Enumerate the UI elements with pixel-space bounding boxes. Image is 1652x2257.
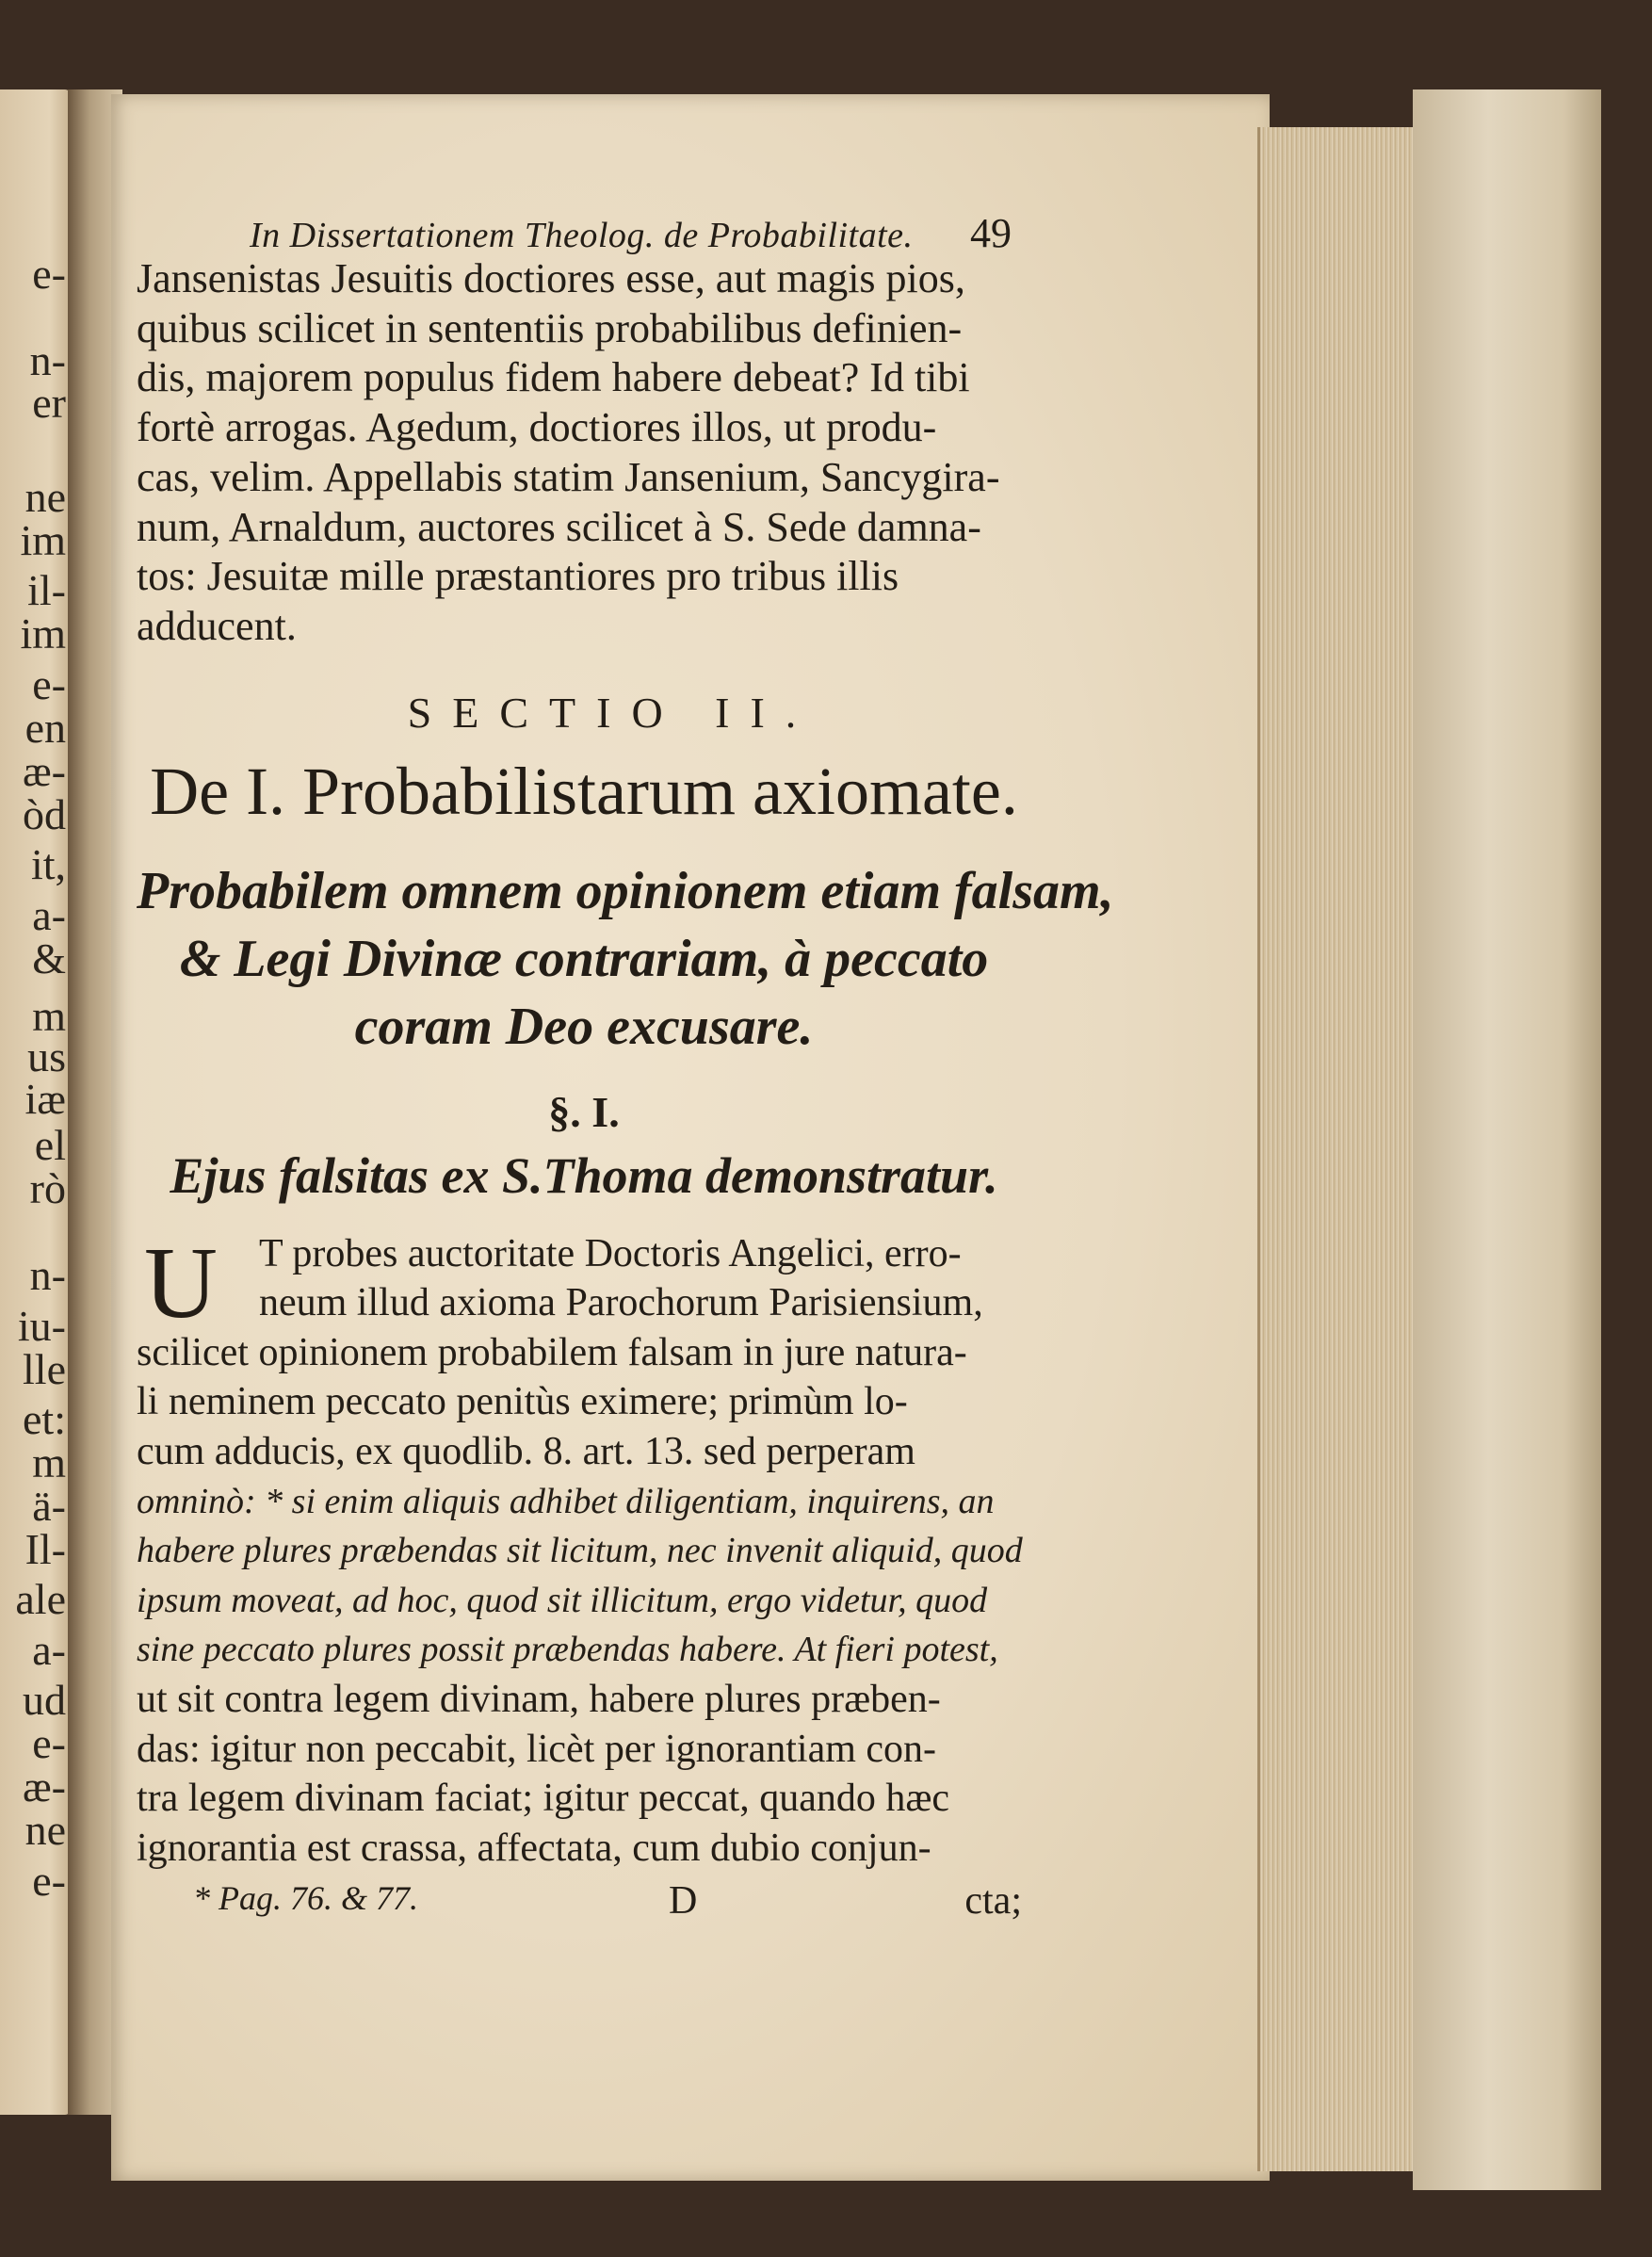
facing-page-fragment: it,	[30, 840, 66, 889]
text-line: num, Arnaldum, auctores scilicet à S. Sede damna-	[137, 503, 981, 550]
facing-page-fragment: en	[24, 703, 66, 752]
text-line: tos: Jesuitæ mille præstantiores pro tribus illis	[137, 553, 899, 600]
text-line: ut sit contra legem divinam, habere plures præben-	[137, 1677, 941, 1721]
facing-page-fragment: ä-	[32, 1481, 66, 1530]
text-line: das: igitur non peccabit, licèt per ignorantiam con-	[137, 1727, 937, 1771]
signature-mark: D	[669, 1879, 698, 1924]
text-line: adducent.	[137, 602, 297, 649]
facing-page-fragment: æ-	[23, 1762, 66, 1811]
text-line: ignorantia est crassa, affectata, cum dubio conjun-	[137, 1826, 931, 1870]
facing-page-fragment: æ-	[23, 746, 66, 795]
text-line: cum adducis, ex quodlib. 8. art. 13. sed perperam	[137, 1430, 915, 1473]
page-content	[137, 188, 1114, 1925]
section-title: De I. Probabilistarum axiomate.	[150, 753, 1018, 829]
facing-page-fragment: e-	[32, 1719, 66, 1768]
facing-page-fragment: rò	[29, 1164, 66, 1213]
page-footer	[137, 1878, 1031, 1925]
text-line: quibus scilicet in sententiis probabilibus definien-	[137, 304, 963, 351]
text-line: neum illud axioma Parochorum Parisiensium,	[259, 1281, 983, 1325]
section-label: SECTIO II.	[407, 688, 818, 737]
text-line: scilicet opinionem probabilem falsam in jure natura-	[137, 1330, 967, 1374]
facing-page-fragment: im	[20, 515, 66, 564]
footnote: * Pag. 76. & 77.	[193, 1879, 418, 1918]
paragraph-mark: §. I.	[548, 1087, 620, 1136]
facing-page-fragment: el	[34, 1121, 66, 1170]
catchword: cta;	[964, 1879, 1022, 1924]
facing-page-fragment: m	[32, 991, 66, 1040]
facing-page-fragment: iu-	[17, 1301, 66, 1350]
facing-page-fragment: ale	[15, 1575, 66, 1624]
text-line: omninò: * si enim aliquis adhibet diligentiam, inquirens, an	[137, 1481, 995, 1521]
text-line: li neminem peccato penitùs eximere; primùm lo-	[137, 1380, 908, 1424]
running-title: In Dissertationem Theolog. de Probabilitate.	[250, 216, 914, 255]
opening-paragraph	[137, 254, 1031, 652]
page-number: 49	[970, 210, 1012, 256]
facing-page-fragment: lle	[23, 1344, 66, 1393]
thesis-line: coram Deo excusare.	[354, 997, 814, 1056]
facing-page-fragment: a-	[32, 1625, 66, 1674]
facing-page-fragment: n-	[29, 335, 66, 384]
facing-page-fragment: Il-	[24, 1524, 66, 1573]
facing-page-fragment: ud	[23, 1676, 66, 1725]
text-line: T probes auctoritate Doctoris Angelici, erro-	[259, 1231, 962, 1275]
text-line: dis, majorem populus fidem habere debeat? Id tibi	[137, 354, 970, 401]
paragraph-heading: Ejus falsitas ex S.Thoma demonstratur.	[170, 1146, 998, 1204]
facing-page-fragment: et:	[23, 1395, 66, 1444]
book-cover	[1413, 89, 1601, 2190]
text-line: fortè arrogas. Agedum, doctiores illos, ut produ-	[137, 404, 937, 451]
facing-page-fragment: m	[32, 1438, 66, 1486]
text-line: ipsum moveat, ad hoc, quod sit illicitum, ergo videtur, quod	[137, 1580, 988, 1620]
text-line: cas, velim. Appellabis statim Jansenium, Sancygira-	[137, 453, 1000, 500]
thesis-line: & Legi Divinæ contrariam, à peccato	[179, 929, 989, 988]
facing-page-fragment: er	[32, 379, 66, 428]
facing-page-fragment: ne	[24, 1806, 66, 1855]
text-line: habere plures præbendas sit licitum, nec invenit aliquid, quod	[137, 1531, 1023, 1571]
facing-page-fragment: iæ	[24, 1075, 66, 1124]
text-line: sine peccato plures possit præbendas habere. At fieri potest,	[137, 1630, 998, 1670]
thesis-line: Probabilem omnem opinionem etiam falsam,	[137, 861, 1114, 920]
page-edges	[1257, 127, 1420, 2171]
body-text	[137, 1226, 1031, 1874]
running-header	[137, 188, 1031, 254]
facing-page-fragment: n-	[29, 1251, 66, 1300]
facing-page-fragment: il-	[27, 566, 66, 615]
facing-page-fragment: ne	[24, 472, 66, 521]
facing-page-fragment: im	[20, 609, 66, 658]
facing-page-fragment: òd	[23, 789, 66, 838]
facing-page-fragment: us	[27, 1031, 66, 1080]
facing-page-fragment: &	[32, 934, 66, 982]
facing-page-fragment: a-	[32, 890, 66, 939]
text-line: tra legem divinam faciat; igitur peccat, quando hæc	[137, 1777, 950, 1821]
text-line: Jansenistas Jesuitis doctiores esse, aut magis pios,	[137, 255, 965, 301]
facing-page-fragment: e-	[32, 1856, 66, 1905]
drop-capital: U	[144, 1226, 218, 1340]
facing-page-fragment: e-	[32, 249, 66, 298]
thesis-statement	[137, 857, 1114, 1061]
facing-page-fragment: e-	[32, 659, 66, 708]
